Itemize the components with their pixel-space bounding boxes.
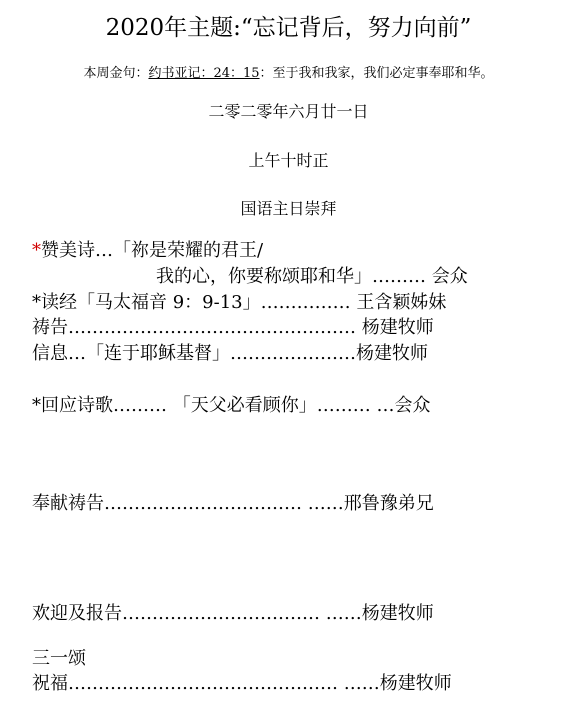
- hymn-line-1: 赞美诗…「祢是荣耀的君王/: [41, 240, 264, 261]
- weekly-verse-reference[interactable]: 约书亚记：24：15: [148, 66, 260, 81]
- weekly-verse: [0, 67, 577, 80]
- program-item-doxology: 三一颂: [32, 648, 86, 669]
- program-item-reading: *读经「马太福音 9：9-13」…………… 王含颖姊妹: [32, 292, 447, 313]
- service-date: 二零二零年六月廿一日: [208, 102, 369, 121]
- program-item-hymn: [32, 242, 263, 260]
- program-item-announcements: 欢迎及报告…………………………… ……杨建牧师: [32, 603, 434, 624]
- program-item-benediction: 祝福……………………………………… ……杨建牧师: [32, 673, 452, 694]
- hymn-star-mark: *: [32, 240, 41, 261]
- weekly-verse-text: ：至于我和我家，我们必定事奉耶和华。: [259, 66, 494, 81]
- program-item-message: 信息…「连于耶稣基督」…………………杨建牧师: [32, 343, 428, 364]
- hymn-line-2: 我的心，你要称颂耶和华」……… 会众: [156, 266, 468, 287]
- service-name: 国语主日崇拜: [240, 199, 337, 218]
- service-time: 上午十时正: [248, 151, 329, 170]
- weekly-verse-label: 本周金句：: [83, 66, 149, 81]
- program-item-offering: 奉献祷告…………………………… ……邢鲁豫弟兄: [32, 493, 434, 514]
- program-item-prayer: 祷告………………………………………… 杨建牧师: [32, 317, 434, 338]
- program-item-response-hymn: *回应诗歌……… 「天父必看顾你」……… …会众: [32, 395, 431, 416]
- bulletin-title: 2020年主题:“忘记背后，努力向前”: [105, 15, 472, 41]
